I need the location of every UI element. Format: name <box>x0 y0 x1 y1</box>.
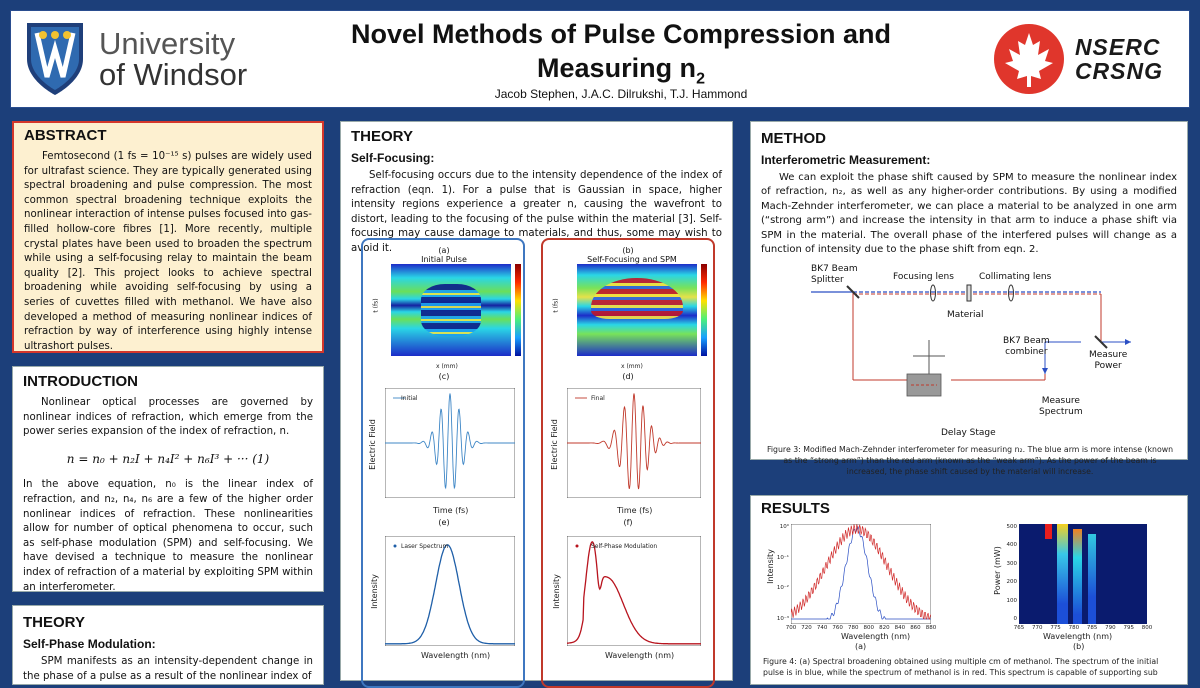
initial-field-legend: Initial <box>401 395 418 402</box>
tick-label: 775 <box>1050 625 1061 631</box>
final-field-ylabel: Electric Field <box>549 419 559 470</box>
figure-4-caption: Figure 4: (a) Spectral broadening obtained using multiple cm of methanol. The spectrum of the initial pulse is in blue, while the spectrum of methanol is in red. This spectrum is capable of supporting sub <box>763 657 1159 677</box>
theory-spm-heading: THEORY <box>23 614 85 631</box>
poster-title <box>311 17 931 96</box>
intro-paragraph-2: In the above equation, n₀ is the linear index of refraction, and n₂, n₄, n₆ are a few of the higher order nonlinear indices of refraction. These nonlinearities allow for number of optical phenomena to occur, such as self-phase modulation (SPM) and self-focusing. We have devised a technique to measure the nonlinear index of refraction of a material by exploiting SPM within an interferometer. <box>23 479 313 593</box>
title-line2: Measuring $n_2$ <box>537 53 705 88</box>
authors: Jacob Stephen, J.A.C. Dilrukshi, T.J. Hammond <box>494 87 748 101</box>
laser-spectrum-xlabel: Wavelength (nm) <box>421 651 491 660</box>
splitter-label: BK7 Beam Splitter <box>811 264 858 285</box>
spm-spectrum-ylabel: Intensity <box>551 574 561 609</box>
initial-y-label: t (fs) <box>372 298 380 313</box>
tick-label: 800 <box>1141 625 1153 631</box>
maple-leaf-icon <box>993 23 1065 95</box>
results-heading: RESULTS <box>761 500 830 517</box>
measure-power-label: Measure Power <box>1089 350 1128 371</box>
results-a-xticks <box>785 624 937 632</box>
material-label: Material <box>947 310 984 320</box>
theory-spm-panel <box>12 605 324 685</box>
abstract-heading: ABSTRACT <box>24 127 107 144</box>
spm-spectrum-plot <box>567 536 701 646</box>
tick-label: 0 <box>1013 616 1017 622</box>
method-heading: METHOD <box>761 130 826 147</box>
tick-label: 740 <box>816 625 828 631</box>
label-c: (c) <box>438 372 450 381</box>
tick-label: 720 <box>801 625 812 631</box>
final-x-label: x (mm) <box>621 363 643 370</box>
initial-field-plot <box>385 388 515 498</box>
initial-pulse-heatmap <box>391 264 511 356</box>
uwindsor-logo <box>23 19 247 99</box>
spm-subheading: Self-Phase Modulation: <box>23 637 156 651</box>
tick-label: 500 <box>1006 524 1017 530</box>
tick-label: 790 <box>1105 625 1116 631</box>
results-b-label: (b) <box>1073 642 1085 651</box>
tick-label: 300 <box>1006 560 1017 567</box>
initial-pulse-title: Initial Pulse <box>421 255 467 264</box>
tick-label: 765 <box>1013 625 1025 631</box>
initial-field-xlabel: Time (fs) <box>433 506 469 515</box>
initial-colorbar <box>515 264 521 356</box>
uwindsor-name-line1: University <box>99 26 236 61</box>
results-b-xticks <box>1013 624 1153 632</box>
tick-label: 760 <box>832 625 843 631</box>
interferometer-diagram <box>801 270 1141 428</box>
spm-spectrum-legend: Self-Phase Modulation <box>591 543 658 550</box>
laser-spectrum-plot <box>385 536 515 646</box>
heatmap-peak <box>1045 524 1053 539</box>
final-field-plot <box>567 388 701 498</box>
theory-panel <box>340 121 733 681</box>
results-panel <box>750 495 1188 685</box>
spectral-broadening-plot <box>791 524 931 624</box>
tick-label: 100 <box>1006 597 1017 604</box>
final-field-legend: Final <box>591 395 605 402</box>
tick-label: 840 <box>894 625 906 631</box>
introduction-panel <box>12 366 324 592</box>
initial-field-ylabel: Electric Field <box>367 419 377 470</box>
uwindsor-shield-icon <box>23 19 87 99</box>
label-f: (f) <box>623 518 633 527</box>
tick-label: 860 <box>910 625 921 631</box>
final-pulse-heatmap <box>577 264 697 356</box>
label-d: (d) <box>622 372 634 381</box>
initial-pulse-fringes <box>421 284 481 336</box>
theory-heading: THEORY <box>351 128 413 145</box>
title-line1: Novel Methods of Pulse Compression and <box>350 19 892 49</box>
uwindsor-name-line2: of Windsor <box>99 57 248 92</box>
spm-body: SPM manifests as an intensity-dependent change in the phase of a pulse as a result of the nonlinear index of <box>23 656 313 682</box>
tick-label: 795 <box>1123 625 1134 631</box>
abstract-panel <box>12 121 324 353</box>
self-focusing-body: Self-focusing occurs due to the intensity dependence of the index of refraction (eqn. 1). For a pulse that is Gaussian in space, higher intensity regions experience a greater n, causing the wavefront to distort, leading to the focusing of the pulse within the material [3]. Self-focusing may cause damage to materials, and thus, some may wish to avoid it. <box>351 170 722 254</box>
delay-stage-label: Delay Stage <box>941 428 996 438</box>
focusing-lens-label: Focusing lens <box>893 272 954 282</box>
introduction-heading: INTRODUCTION <box>23 373 138 390</box>
heatmap-band-1 <box>1057 524 1067 624</box>
heatmap-band-3 <box>1088 534 1096 624</box>
poster-header <box>10 10 1190 108</box>
tick-label: 770 <box>1032 625 1043 631</box>
results-b-ylabel: Power (mW) <box>992 546 1002 595</box>
tick-label: 10⁻³ <box>776 616 789 622</box>
heatmap-band-2 <box>1073 529 1082 624</box>
method-panel <box>750 121 1188 476</box>
tick-label: 10⁰ <box>779 524 789 530</box>
intro-paragraph-1: Nonlinear optical processes are governed by nonlinear indices of refraction, which emerge from the power series expansion of the index of refraction, n. <box>23 397 313 438</box>
laser-spectrum-ylabel: Intensity <box>369 574 379 609</box>
results-a-ylabel: Intensity <box>765 549 775 584</box>
nserc-text: NSERC <box>1074 34 1161 60</box>
tick-label: 10⁻² <box>776 585 789 592</box>
index-equation: n = n₀ + n₂I + n₄I² + n₆I³ + ··· (1) <box>66 451 270 466</box>
tick-label: 400 <box>1006 542 1017 549</box>
tick-label: 880 <box>925 625 937 631</box>
combiner-label: BK7 Beam combiner <box>1003 336 1050 357</box>
figure-3-caption: Figure 3: Modified Mach-Zehnder interferometer for measuring n₂. The blue arm is more intense (known as the “strong arm”) than the red arm (known as the “weak arm”). As the power of the beam is increased, the phase shift caused by the material will increase. <box>766 445 1174 476</box>
final-colorbar <box>701 264 707 356</box>
label-b: (b) <box>622 246 634 255</box>
power-spectrum-heatmap <box>1019 524 1147 624</box>
tick-label: 820 <box>879 625 890 631</box>
tick-label: 200 <box>1006 579 1017 586</box>
laser-spectrum-legend: Laser Spectrum <box>401 543 449 550</box>
interferometric-subheading: Interferometric Measurement: <box>761 153 931 167</box>
nserc-logo <box>993 23 1163 95</box>
results-b-xlabel: Wavelength (nm) <box>1043 632 1113 641</box>
label-e: (e) <box>438 518 450 527</box>
spm-spectrum-xlabel: Wavelength (nm) <box>605 651 675 660</box>
crsng-text: CRSNG <box>1074 58 1163 84</box>
results-b-yticks <box>1003 524 1017 624</box>
final-field-xlabel: Time (fs) <box>617 506 653 515</box>
tick-label: 785 <box>1086 625 1098 631</box>
results-a-xlabel: Wavelength (nm) <box>841 632 911 641</box>
final-pulse-fringes <box>591 278 682 319</box>
tick-label: 700 <box>785 625 797 631</box>
tick-label: 10⁻¹ <box>776 554 789 561</box>
tick-label: 780 <box>847 625 859 631</box>
self-focusing-subheading: Self-Focusing: <box>351 151 435 165</box>
method-body: We can exploit the phase shift caused by SPM to measure the nonlinear index of refraction, n₂, as well as any higher-order contributions. By using a modified Mach-Zehnder interferometer, we can place a material to be analyzed in one arm (“strong arm”) and increase the intensity in that arm to induce a phase shift via SPM in the material. The overall phase of the interfered pulses will change as a function of intensity due to the phase shift from eqn. 2. <box>761 172 1177 256</box>
results-a-yticks <box>773 524 789 624</box>
measure-spectrum-label: Measure Spectrum <box>1039 396 1083 417</box>
results-a-label: (a) <box>855 642 867 651</box>
abstract-body: Femtosecond (1 fs = 10⁻¹⁵ s) pulses are widely used for ultrafast science. They are typically generated using spectral broadening and pulse compression. The most common spectral broadening technique exploits the nonlinear interaction of intense pulses focused into gas-filled hollow-core fibres [1]. More recently, multiple crystal plates have been used to broaden the spectrum while using a self-focusing relay to maintain the beam quality [2]. This project looks to achieve spectral broadening while avoiding self-focusing by using a series of cuvettes filled with methanol. We have also developed a method of measuring nonlinear indices of refraction by way of interference using highly intense ultrashort pulses. <box>24 151 312 352</box>
tick-label: 780 <box>1068 625 1080 631</box>
label-a: (a) <box>438 246 450 255</box>
collimating-lens-label: Collimating lens <box>979 272 1052 282</box>
initial-x-label: x (mm) <box>436 363 458 370</box>
final-y-label: t (fs) <box>552 298 560 313</box>
tick-label: 800 <box>863 625 875 631</box>
final-pulse-title: Self-Focusing and SPM <box>587 255 677 264</box>
